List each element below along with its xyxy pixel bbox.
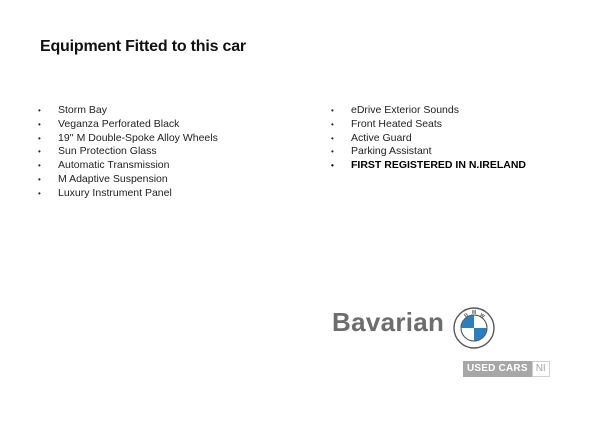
list-item-label: eDrive Exterior Sounds [351,104,459,116]
list-item-label: Parking Assistant [351,145,432,158]
bullet-icon: • [331,133,334,143]
list-item-label: 19'' M Double-Spoke Alloy Wheels [58,131,218,144]
bullet-icon: • [331,106,334,115]
bullet-icon: • [38,106,41,115]
list-item [36,145,296,159]
list-item-highlight [329,159,569,173]
bullet-icon: • [331,161,334,171]
bullet-icon: • [38,188,41,198]
used-cars-ni-badge [463,361,550,377]
bullet-icon: • [38,174,41,184]
dealer-brand-name: Bavarian [332,307,445,337]
used-cars-label: USED CARS [463,361,532,377]
list-item-label: Storm Bay [58,104,108,116]
list-item [329,118,569,132]
list-item [36,104,296,118]
list-item [329,145,569,159]
list-item-label: Luxury Instrument Panel [58,186,172,199]
bullet-icon: • [38,161,41,171]
list-item [329,132,569,146]
bullet-icon: • [38,133,41,143]
list-item [36,159,296,173]
list-item [36,132,296,146]
logo-letter-w: W [478,312,486,320]
list-item [329,104,569,118]
list-item [36,187,296,201]
list-item-label: M Adaptive Suspension [58,172,168,185]
list-item-label: FIRST REGISTERED IN N.IRELAND [351,159,527,172]
bullet-icon: • [331,119,334,129]
region-label: NI [532,361,550,377]
bullet-icon: • [331,147,334,157]
list-item-label: Veganza Perforated Black [58,117,180,130]
page-title: Equipment Fitted to this car [40,38,246,55]
equipment-list-right [329,104,569,173]
list-item [36,118,296,132]
list-item-label: Sun Protection Glass [58,145,157,158]
list-item-label: Automatic Transmission [58,159,170,172]
list-item [36,173,296,187]
logo-letter-m: M [472,309,477,316]
list-item-label: Front Heated Seats [351,117,443,130]
equipment-list-left [36,104,296,201]
bmw-roundel-icon [453,307,495,349]
logo-letter-b: B [463,312,470,320]
bullet-icon: • [38,147,41,157]
bullet-icon: • [38,119,41,129]
list-item-label: Active Guard [351,131,412,144]
